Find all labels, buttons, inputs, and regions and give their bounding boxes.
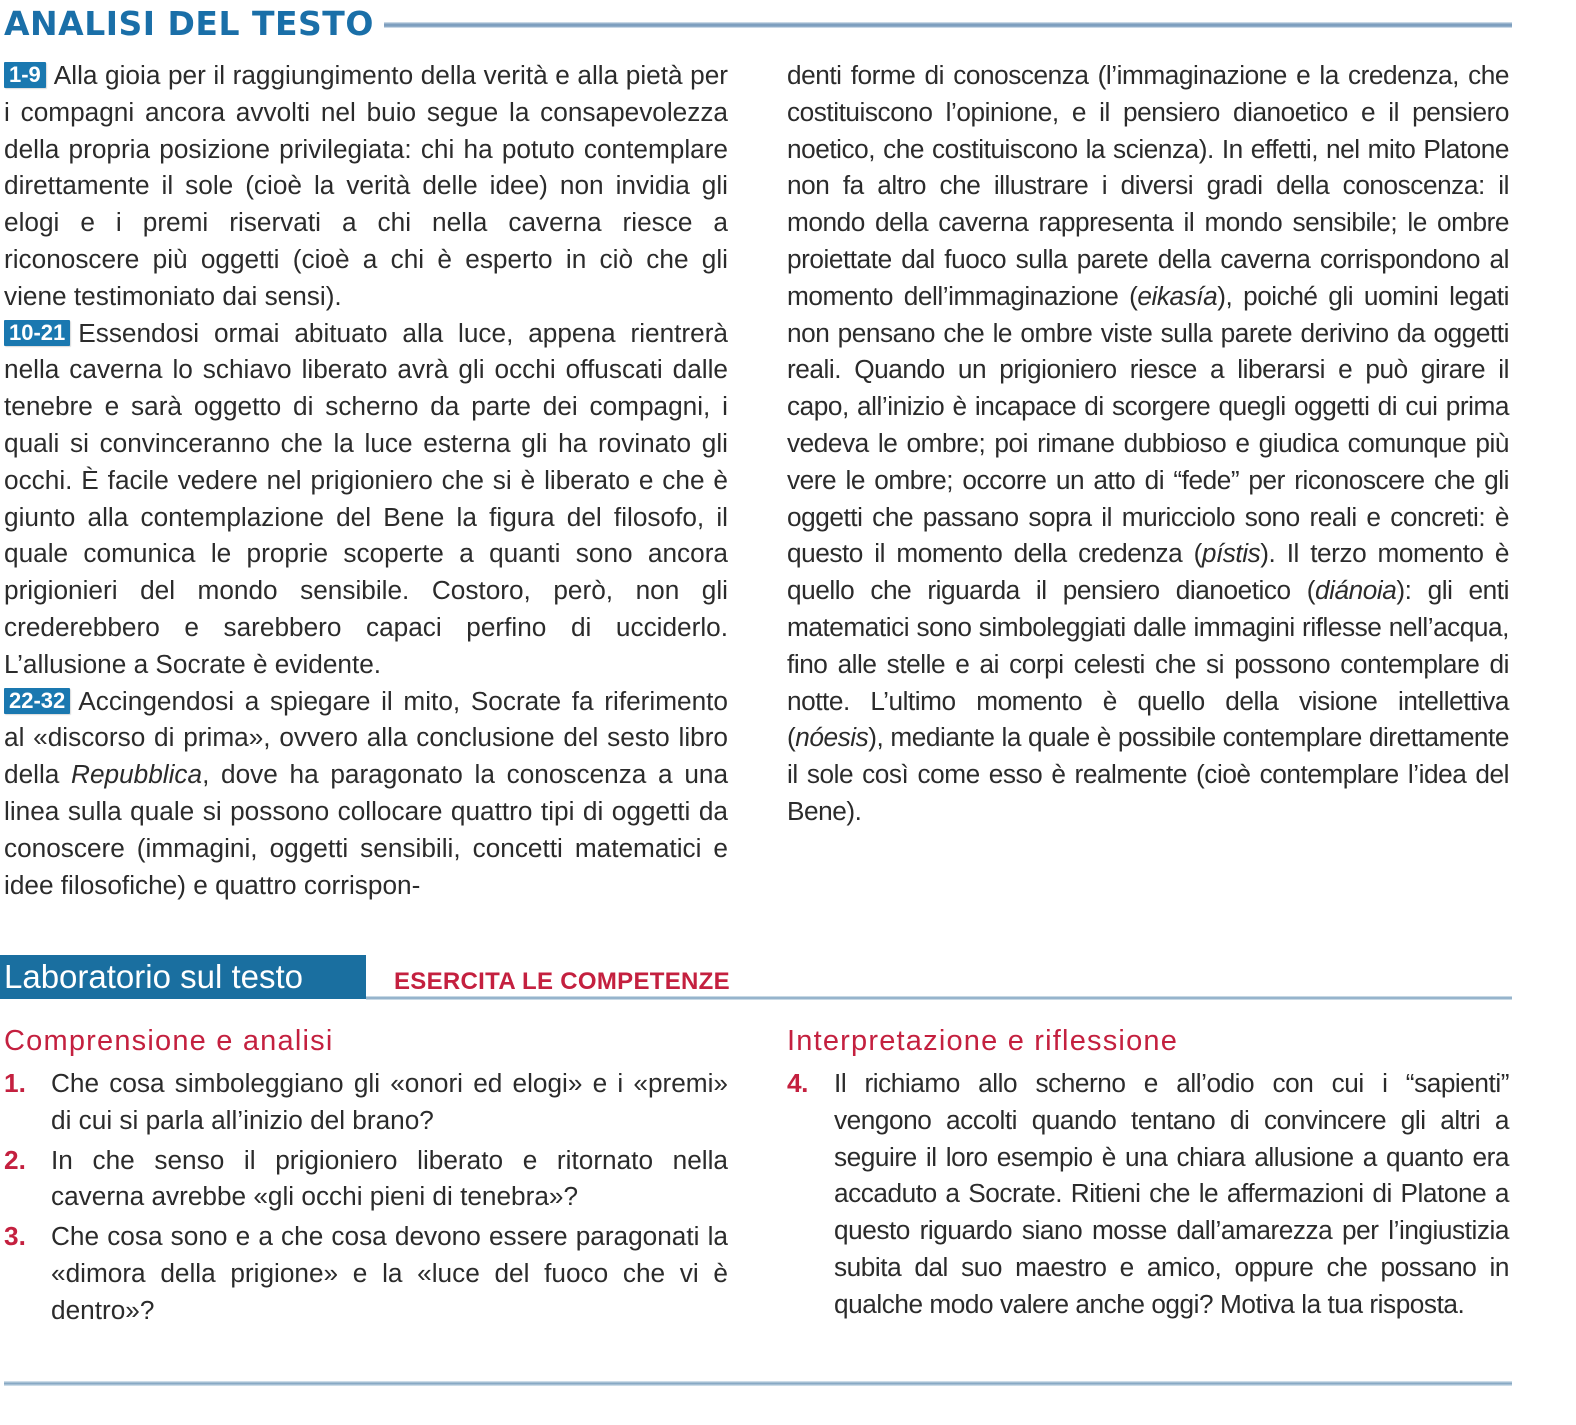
line-range-badge: 22-32 (4, 688, 70, 714)
greek-term: eikasía (1137, 280, 1218, 311)
lab-header (0, 955, 1512, 1001)
greek-term: nóesis (795, 722, 869, 753)
header-divider (384, 22, 1512, 28)
paragraph-text: Alla gioia per il raggiungimento della verità e alla pietà per i compagni ancora avvolti nel buio segue la consapevolezza della propria posizione privilegiata: chi ha potuto contemplare direttamente il sole (cioè la verità delle idee) non invidia gli elogi e i premi riservati a chi nella caverna riesce a riconoscere più oggetti (cioè a chi è esperto in ciò che gli viene testimoniato dai sensi). (4, 60, 728, 311)
question-text: In che senso il prigioniero liberato e ritornato nella caverna avrebbe «gli occhi pieni di tenebra»? (51, 1144, 728, 1212)
question-item (4, 1218, 728, 1328)
analysis-paragraph (4, 57, 728, 315)
analysis-paragraph (787, 57, 1509, 830)
question-text: Che cosa sono e a che cosa devono essere paragonati la «dimora della prigione» e la «luce del fuoco che vi è dentro»? (51, 1221, 728, 1325)
greek-term: diánoia (1315, 575, 1397, 606)
section-heading-comprehension: Comprensione e analisi (4, 1025, 334, 1057)
paragraph-text: Essendosi ormai abituato alla luce, appena rientrerà nella caverna lo schiavo liberato avrà gli occhi offuscati dalle tenebre e sarà oggetto di scherno da parte dei compagni, i quali si convinceranno che la luce esterna gli ha rovinato gli occhi. È facile vedere nel prigioniero che si è liberato e che è giunto alla contemplazione del Bene la figura del filosofo, il quale comunica le proprie scoperte a quanti sono ancora prigionieri del mondo sensibile. Costoro, però, non gli crederebbero e sarebbero capaci perfino di ucciderlo. L’allusione a Socrate è evidente. (4, 317, 728, 679)
question-number: 4. (787, 1068, 808, 1098)
analysis-paragraph (4, 315, 728, 683)
question-list-interpretation (787, 1065, 1509, 1326)
question-item (4, 1142, 728, 1216)
question-item (787, 1065, 1509, 1323)
question-number: 1. (4, 1068, 26, 1098)
paragraph-text: ). Il terzo momento è quello che riguarda il pensiero dianoetico ( (787, 538, 1509, 606)
question-list-comprehension (4, 1065, 728, 1332)
page-title: ANALISI DEL TESTO (4, 4, 374, 43)
paragraph-text: ), poiché gli uomini legati non pensano che le ombre viste sulla parete derivino da oggetti reali. Quando un prigioniero riesce a liberarsi e può girare il capo, all’inizio è incapace di scorgere quegli oggetti di cui prima vedeva le ombre; poi rimane dubbioso e giudica comunque più vere le ombre; occorre un atto di “fede” per riconoscere che gli oggetti che passano sopra il muricciolo sono reali e concreti: è questo il momento della credenza ( (787, 280, 1509, 569)
question-number: 3. (4, 1221, 26, 1252)
greek-term: pístis (1201, 538, 1261, 569)
paragraph-text: ): gli enti matematici sono simboleggiati dalle immagini riflesse nell’acqua, fino alle stelle e ai corpi celesti che si possono contemplare di notte. L’ultimo momento è quello della visione intellettiva ( (787, 575, 1509, 753)
analysis-paragraph (4, 683, 728, 904)
question-item (4, 1065, 728, 1139)
question-text: Che cosa simboleggiano gli «onori ed elogi» e i «premi» di cui si parla all’inizio del brano? (51, 1068, 728, 1135)
lab-title: Laboratorio sul testo (0, 955, 366, 999)
analysis-right-column (787, 57, 1509, 830)
question-number: 2. (4, 1144, 26, 1175)
line-range-badge: 10-21 (4, 320, 70, 346)
paragraph-text: denti forme di conoscenza (l’immaginazione e la credenza, che costituiscono l’opinione, e il pensiero dianoetico e il pensiero noetico, che costituiscono la scienza). In effetti, nel mito Platone non fa altro che illustrare i diversi gradi della conoscenza: il mondo della caverna rappresenta il mondo sensibile; le ombre proiettate dal fuoco sulla parete della caverna corrispondono al momento dell’immaginazione ( (787, 60, 1509, 311)
section-header (4, 2, 1512, 46)
analysis-left-column (4, 57, 728, 903)
section-heading-interpretation: Interpretazione e riflessione (787, 1025, 1179, 1057)
paragraph-text: ), mediante la quale è possibile contemplare direttamente il sole così come esso è realmente (cioè contemplare l’idea del Bene). (787, 722, 1509, 826)
bottom-divider (4, 1381, 1512, 1386)
paragraph-text: , dove ha paragonato la conoscenza a una linea sulla quale si possono collocare quattro tipi di oggetti da conoscere (immagini, oggetti sensibili, concetti matematici e idee filosofiche) e quattro corrispon- (4, 759, 729, 900)
lab-subtitle: ESERCITA LE COMPETENZE (394, 968, 730, 995)
line-range-badge: 1-9 (4, 62, 46, 88)
book-title: Repubblica (71, 759, 203, 790)
question-text: Il richiamo allo scherno e all’odio con cui i “sapienti” vengono accolti quando tentano di convincere gli altri a seguire il loro esempio è una chiara allusione a quanto era accaduto a Socrate. Ritieni che le affermazioni di Platone a questo riguardo siano mosse dall’amarezza per l’ingiustizia subita dal suo maestro e amico, oppure che possano in qualche modo valere anche oggi? Motiva la tua risposta. (834, 1068, 1509, 1319)
paragraph-text: Accingendosi a spiegare il mito, Socrate fa riferimento al «discorso di prima», ovvero alla conclusione del sesto libro della (4, 685, 728, 790)
lab-divider (366, 996, 1512, 1000)
